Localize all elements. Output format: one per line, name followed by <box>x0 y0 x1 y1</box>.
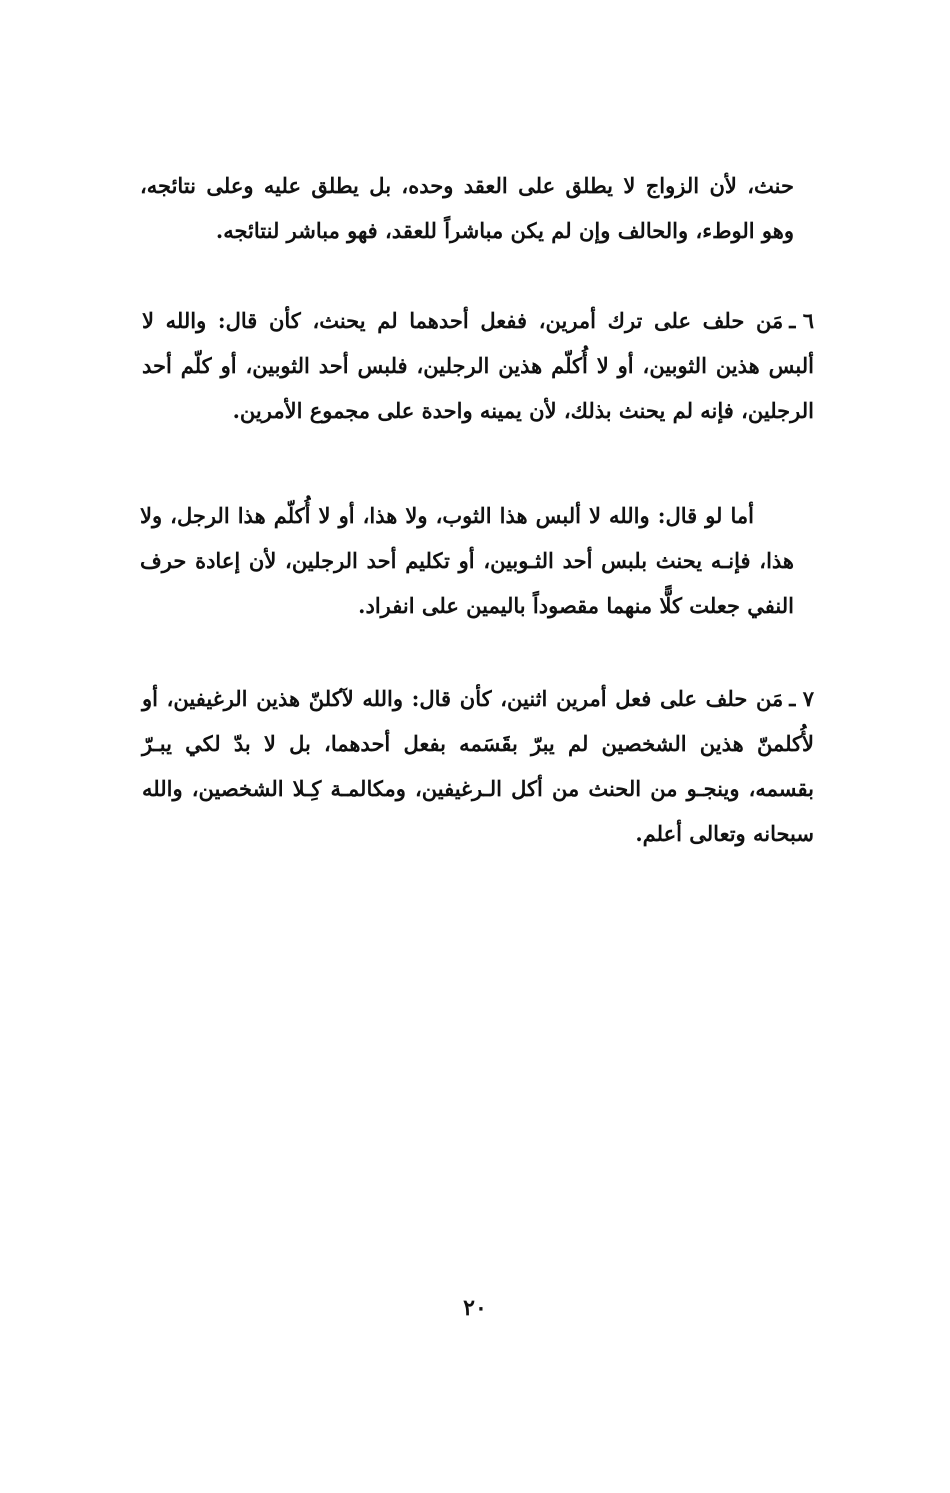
item-6-number: ٦ ـ <box>789 308 814 333</box>
paragraph-item-7 <box>142 676 814 856</box>
paragraph-amma-text: أما لو قال: والله لا ألبس هذا الثوب، ولا هذا، أو لا أُكلّم هذا الرجل، ولا هذا، فإنـه يحنث بلبس أحد الثـوبين، أو تكليم أحد الرجلين، لأن إعادة حرف النفي جعلت كلًّا منهما مقصوداً باليمين على انفراد. <box>140 503 794 618</box>
paragraph-item-6-body <box>142 298 814 433</box>
paragraph-amma <box>140 493 794 628</box>
item-6-text: مَن حلف على ترك أمرين، ففعل أحدهما لم يحنث، كأن قال: والله لا ألبس هذين الثوبين، أو لا أُكلّم هذين الرجلين، فلبس أحد الثوبين، أو كلّم أحد الرجلين، فإنه لم يحنث بذلك، لأن يمينه واحدة على مجموع الأمرين. <box>142 308 814 423</box>
item-7-text: مَن حلف على فعل أمرين اثنين، كأن قال: والله لآكلنّ هذين الرغيفين، أو لأُكلمنّ هذين الشخصين لم يبرّ بقَسَمه بفعل أحدهما، بل لا بدّ لكي يبـرّ بقسمه، وينجـو من الحنث من أكل الـرغيفين، ومكالمـة كِـلا الشخصين، والله سبحانه وتعالى أعلم. <box>142 686 814 846</box>
paragraph-item-7-body <box>142 676 814 856</box>
page-number: ٢٠ <box>463 1295 487 1321</box>
paragraph-item-6 <box>142 298 814 433</box>
item-7-number: ٧ ـ <box>789 686 814 711</box>
paragraph-continuation <box>140 163 794 253</box>
paragraph-continuation-text: حنث، لأن الزواج لا يطلق على العقد وحده، بل يطلق عليه وعلى نتائجه، وهو الوطء، والحالف وإن لم يكن مباشراً للعقد، فهو مباشر لنتائجه. <box>140 173 794 243</box>
